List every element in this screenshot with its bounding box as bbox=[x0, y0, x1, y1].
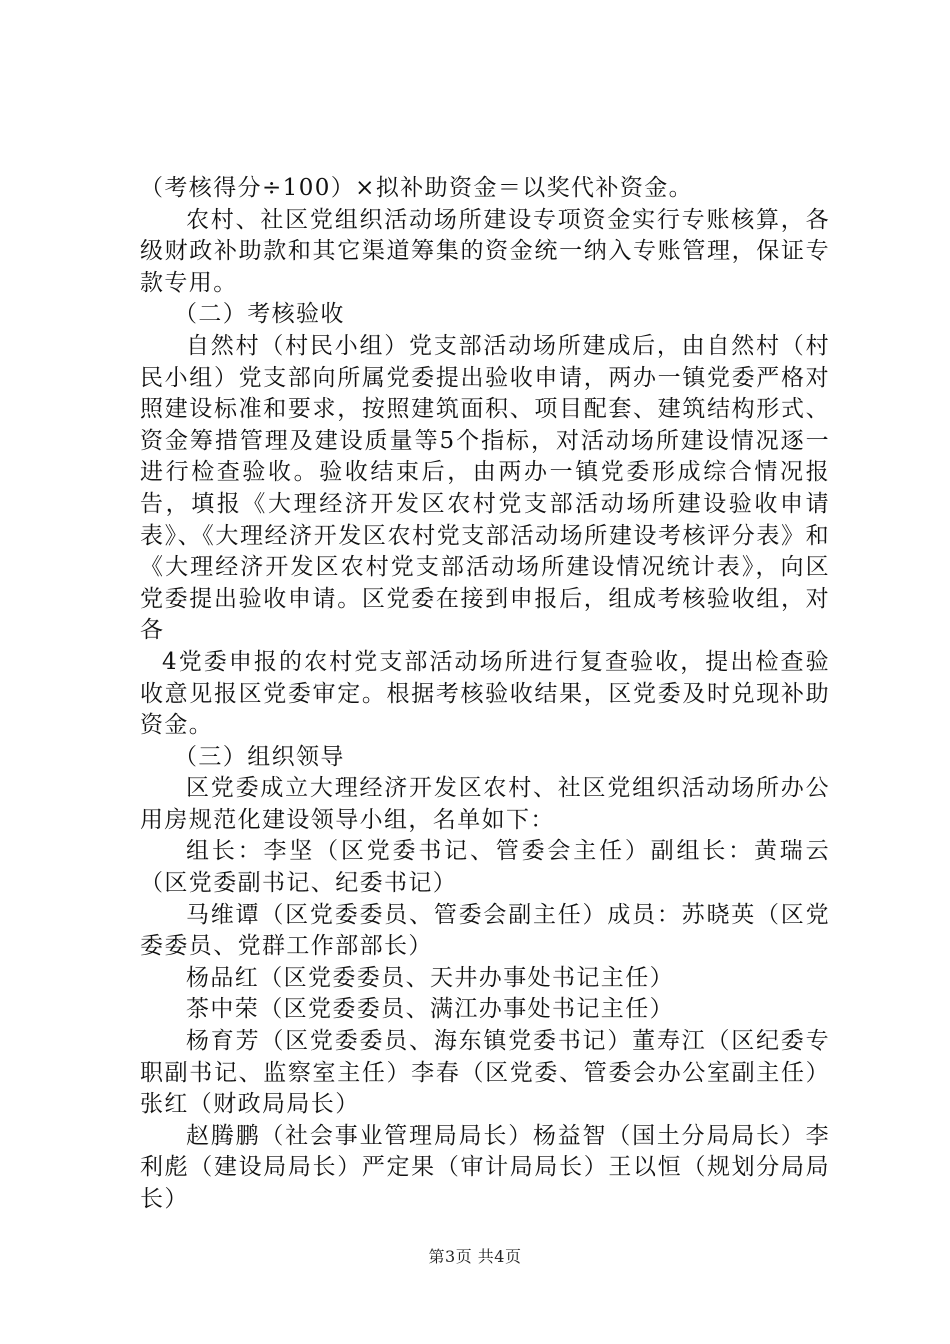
document-body bbox=[140, 173, 830, 1216]
paragraph-formula: （考核得分÷100）×拟补助资金＝以奖代补资金。 bbox=[140, 175, 694, 201]
paragraph-acceptance-procedure: 自然村（村民小组）党支部活动场所建成后，由自然村（村民小组）党支部向所属党委提出验收申请，两办一镇党委严格对照建设标准和要求，按照建筑面积、项目配套、建筑结构形式、资金筹措管理及建设质量等5个指标，对活动场所建设情况逐一进行检查验收。验收结束后，由两办一镇党委形成综合情况报告，填报《大理经济开发区农村党支部活动场所建设验收申请表》、《大理经济开发区农村党支部活动场所建设考核评分表》和《大理经济开发区农村党支部活动场所建设情况统计表》，向区党委提出验收申请。区党委在接到申报后，组成考核验收组，对各 bbox=[140, 332, 830, 644]
paragraph-special-fund: 农村、社区党组织活动场所建设专项资金实行专账核算，各级财政补助款和其它渠道筹集的资金统一纳入专账管理，保证专款专用。 bbox=[140, 206, 830, 296]
paragraph-members-4: 杨育芳（区党委委员、海东镇党委书记）董寿江（区纪委专职副书记、监察室主任）李春（区党委、管委会办公室副主任）张红（财政局局长） bbox=[140, 1028, 830, 1118]
paragraph-members-1: 马维谭（区党委委员、管委会副主任）成员：苏晓英（区党委委员、党群工作部部长） bbox=[140, 901, 830, 960]
paragraph-members-2: 杨品红（区党委委员、天井办事处书记主任） bbox=[186, 964, 674, 991]
paragraph-review: 4党委申报的农村党支部活动场所进行复查验收，提出检查验收意见报区党委审定。根据考核验收结果，区党委及时兑现补助资金。 bbox=[140, 648, 830, 739]
paragraph-leading-group: 区党委成立大理经济开发区农村、社区党组织活动场所办公用房规范化建设领导小组，名单如下： bbox=[140, 775, 830, 833]
paragraph-members-3: 茶中荣（区党委委员、满江办事处书记主任） bbox=[186, 996, 674, 1023]
section-heading-leadership: （三）组织领导 bbox=[174, 743, 345, 770]
section-heading-assessment: （二）考核验收 bbox=[174, 301, 345, 328]
page-footer: 第3页 共4页 bbox=[428, 1247, 522, 1266]
paragraph-members-5: 赵腾鹏（社会事业管理局局长）杨益智（国土分局局长）李利彪（建设局局长）严定果（审计局局长）王以恒（规划分局局长） bbox=[140, 1122, 830, 1212]
paragraph-group-leader: 组长：李坚（区党委书记、管委会主任）副组长：黄瑞云（区党委副书记、纪委书记） bbox=[140, 838, 830, 897]
